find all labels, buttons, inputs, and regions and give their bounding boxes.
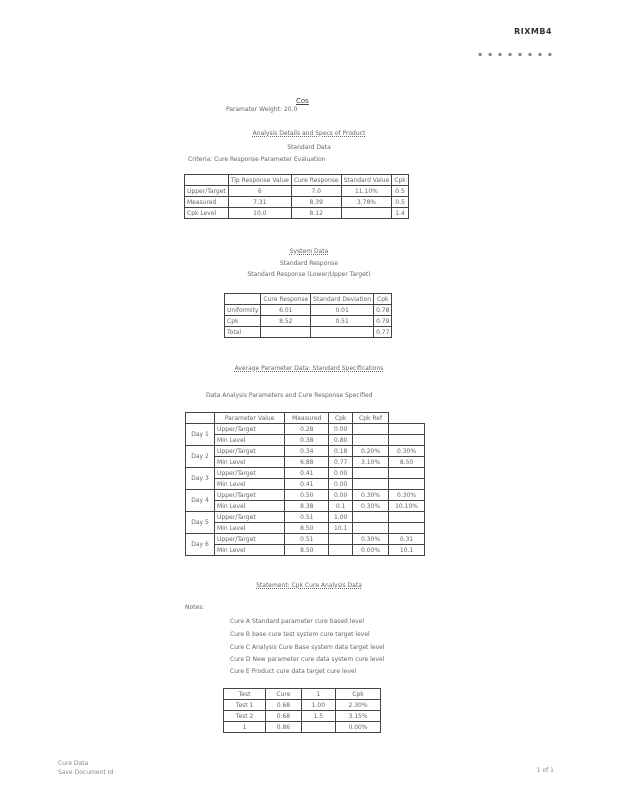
table-row [186, 457, 425, 468]
table-cell: Measured [185, 197, 229, 208]
table-cell: 0.68 [266, 700, 302, 711]
table-cell: 0.00 [329, 479, 353, 490]
table-row [186, 424, 425, 435]
header-subline: ▪ ▪ ▪ ▪ ▪ ▪ ▪ ▪ [478, 51, 554, 58]
table-header-cell [225, 294, 261, 305]
table-row [186, 512, 425, 523]
table-cell: Upper/Target [215, 512, 285, 523]
table-cell [389, 479, 425, 490]
table-cell: Upper/Target [215, 490, 285, 501]
table-row [186, 435, 425, 446]
table-cell [352, 479, 388, 490]
table-row [225, 305, 392, 316]
page-subtitle: Paramater Weight: 20.0 [226, 106, 298, 113]
notes-label: Notes: [185, 604, 205, 611]
table-row [186, 501, 425, 512]
table-cell: 0.79 [374, 316, 392, 327]
table-cell: Min Level [215, 501, 285, 512]
table-cell: 6.88 [285, 457, 329, 468]
table-cell [389, 523, 425, 534]
note-item: Cure E Product cure data target cure level [230, 668, 357, 675]
table-header-cell: Cure Response [261, 294, 311, 305]
table-cell: 0.80 [329, 435, 353, 446]
table-cell [311, 327, 374, 338]
note-item: Cure B base cure test system cure target level [230, 631, 370, 638]
table-header-cell: 1 [301, 689, 335, 700]
table-cell [389, 512, 425, 523]
table-cell [352, 468, 388, 479]
table-row [185, 186, 409, 197]
table-header-cell: Cpk [392, 175, 408, 186]
table-cell: 0.18 [329, 446, 353, 457]
note-item: Cure D New parameter cure data system cure level [230, 656, 385, 663]
table-cell: 7.0 [291, 186, 341, 197]
table-cell [341, 208, 392, 219]
section2-line2: Standard Response (Lower/Upper Target) [247, 271, 371, 278]
table-header-cell [185, 175, 229, 186]
table-header-cell: Cure [266, 689, 302, 700]
table-cell: 0.00% [336, 722, 381, 733]
table-row [225, 316, 392, 327]
table-cell: 0.30% [389, 490, 425, 501]
table-cell: Min Level [215, 479, 285, 490]
table-row [224, 722, 381, 733]
section1-line1: Standard Data [287, 144, 331, 151]
table-cell [389, 468, 425, 479]
table-cell: Uniformity [225, 305, 261, 316]
section4-table [223, 688, 381, 733]
table-cell: Upper/Target [215, 424, 285, 435]
table-cell: 0.31 [389, 534, 425, 545]
table-cell: 0.00% [352, 545, 388, 556]
table-cell: 1.00 [301, 700, 335, 711]
table-cell: Min Level [215, 435, 285, 446]
page-title: Cos [296, 97, 309, 105]
table-row [224, 711, 381, 722]
table-header-row [224, 689, 381, 700]
table-cell: 3.10% [352, 457, 388, 468]
table-header-row [186, 413, 425, 424]
section2-line1: Standard Response [279, 260, 339, 267]
table-row [186, 479, 425, 490]
table-cell: Total [225, 327, 261, 338]
table-cell: Cpk [225, 316, 261, 327]
table-cell [352, 523, 388, 534]
section3-heading: Average Parameter Data: Standard Specifications [234, 365, 384, 372]
table-cell: Upper/Target [215, 446, 285, 457]
note-item: Cure A Standard parameter cure based level [230, 618, 365, 625]
table-cell: 0.41 [285, 468, 329, 479]
table-cell: 0.28 [285, 424, 329, 435]
table-cell: 0.51 [311, 316, 374, 327]
section4-heading: Statement: Cpk Cure Analysis Data [256, 582, 362, 589]
table-cell [352, 435, 388, 446]
table-header-row [225, 294, 392, 305]
table-header-cell: Parameter Value [215, 413, 285, 424]
group-label: Day 2 [186, 446, 215, 468]
table-cell: 8.12 [291, 208, 341, 219]
table-cell: 0.34 [285, 446, 329, 457]
table-cell: 10.1 [329, 523, 353, 534]
table-cell: 0.51 [285, 534, 329, 545]
table-cell: 0.50 [285, 490, 329, 501]
table-cell: 0.00 [329, 490, 353, 501]
table-cell: 8.50 [389, 457, 425, 468]
table-cell: 10.0 [228, 208, 291, 219]
table-header-cell: Cpk [374, 294, 392, 305]
table-cell: 1 [224, 722, 266, 733]
table-header-cell [186, 413, 215, 424]
footer-left-line1: Cure Data [58, 760, 89, 767]
table-cell: Min Level [215, 523, 285, 534]
table-cell [329, 534, 353, 545]
table-row [224, 700, 381, 711]
table-header-cell: Tip Response Value [228, 175, 291, 186]
section3-line1: Data Analysis Parameters and Cure Response Specified [206, 392, 373, 399]
section1-table [184, 174, 409, 219]
table-cell: Cpk Level [185, 208, 229, 219]
table-cell: 8.39 [291, 197, 341, 208]
group-label: Day 6 [186, 534, 215, 556]
table-cell: 6 [228, 186, 291, 197]
table-cell: 0.5 [392, 186, 408, 197]
table-row [186, 490, 425, 501]
document-id: RIXMB4 [514, 27, 552, 36]
table-cell: 0.00 [329, 468, 353, 479]
table-cell [389, 435, 425, 446]
table-cell: Min Level [215, 545, 285, 556]
table-row [185, 197, 409, 208]
table-cell: 8.38 [285, 501, 329, 512]
table-header-cell: Measured [285, 413, 329, 424]
table-cell: 1.4 [392, 208, 408, 219]
table-cell: Upper/Target [215, 468, 285, 479]
group-label: Day 1 [186, 424, 215, 446]
table-cell: 8.50 [285, 545, 329, 556]
table-cell: 8.52 [261, 316, 311, 327]
table-row [186, 534, 425, 545]
table-cell [352, 512, 388, 523]
table-cell: 0.51 [285, 512, 329, 523]
table-cell: Upper/Target [215, 534, 285, 545]
table-cell: 0.77 [374, 327, 392, 338]
section3-table [185, 412, 425, 556]
table-cell: 7.31 [228, 197, 291, 208]
table-cell: 10.1 [389, 545, 425, 556]
table-cell [301, 722, 335, 733]
note-item: Cure C Analysis Cure Base system data target level [230, 644, 385, 651]
table-cell: 0.78 [374, 305, 392, 316]
footer-left-line2: Save Document Id [58, 769, 114, 776]
section1-line2: Criteria: Cure Response Parameter Evaluation [188, 156, 326, 163]
table-cell: 3.78% [341, 197, 392, 208]
table-header-cell: Test [224, 689, 266, 700]
table-header-row [185, 175, 409, 186]
table-row [186, 446, 425, 457]
table-row [186, 468, 425, 479]
table-cell: 10.10% [389, 501, 425, 512]
table-cell: 0.00 [329, 424, 353, 435]
table-row [185, 208, 409, 219]
group-label: Day 3 [186, 468, 215, 490]
table-cell: 6.01 [261, 305, 311, 316]
table-cell [261, 327, 311, 338]
table-header-cell: Cpk [329, 413, 353, 424]
table-cell: 1.5 [301, 711, 335, 722]
table-cell: 1.00 [329, 512, 353, 523]
table-cell [389, 424, 425, 435]
table-row [225, 327, 392, 338]
section2-heading: System Data [289, 248, 329, 255]
table-cell: 0.77 [329, 457, 353, 468]
table-header-cell: Cpk Ref [352, 413, 388, 424]
table-header-cell: Standard Value [341, 175, 392, 186]
section2-table [224, 293, 392, 338]
table-header-cell: Standard Deviation [311, 294, 374, 305]
group-label: Day 5 [186, 512, 215, 534]
table-row [186, 545, 425, 556]
footer-page-number: 1 of 1 [536, 767, 554, 774]
group-label: Day 4 [186, 490, 215, 512]
table-cell: 0.30% [352, 490, 388, 501]
table-cell: 0.1 [329, 501, 353, 512]
table-cell: 0.68 [266, 711, 302, 722]
table-cell [352, 424, 388, 435]
table-cell: 8.50 [285, 523, 329, 534]
table-cell: 0.30% [352, 534, 388, 545]
section1-heading: Analysis Details and Specs of Product [252, 130, 366, 137]
table-header-cell: Cure Response [291, 175, 341, 186]
table-cell: 2.30% [336, 700, 381, 711]
table-cell: 0.20% [352, 446, 388, 457]
table-cell: 0.41 [285, 479, 329, 490]
table-cell: 0.30% [389, 446, 425, 457]
table-cell: 0.38 [285, 435, 329, 446]
table-header-cell: Cpk [336, 689, 381, 700]
table-cell: Upper/Target [185, 186, 229, 197]
table-cell: Test 1 [224, 700, 266, 711]
table-cell: 0.86 [266, 722, 302, 733]
table-cell: Min Level [215, 457, 285, 468]
table-cell: 0.5 [392, 197, 408, 208]
table-cell: 0.30% [352, 501, 388, 512]
table-cell: 3.15% [336, 711, 381, 722]
table-cell: 0.01 [311, 305, 374, 316]
table-cell: 11.10% [341, 186, 392, 197]
table-row [186, 523, 425, 534]
table-cell [329, 545, 353, 556]
table-cell: Test 2 [224, 711, 266, 722]
